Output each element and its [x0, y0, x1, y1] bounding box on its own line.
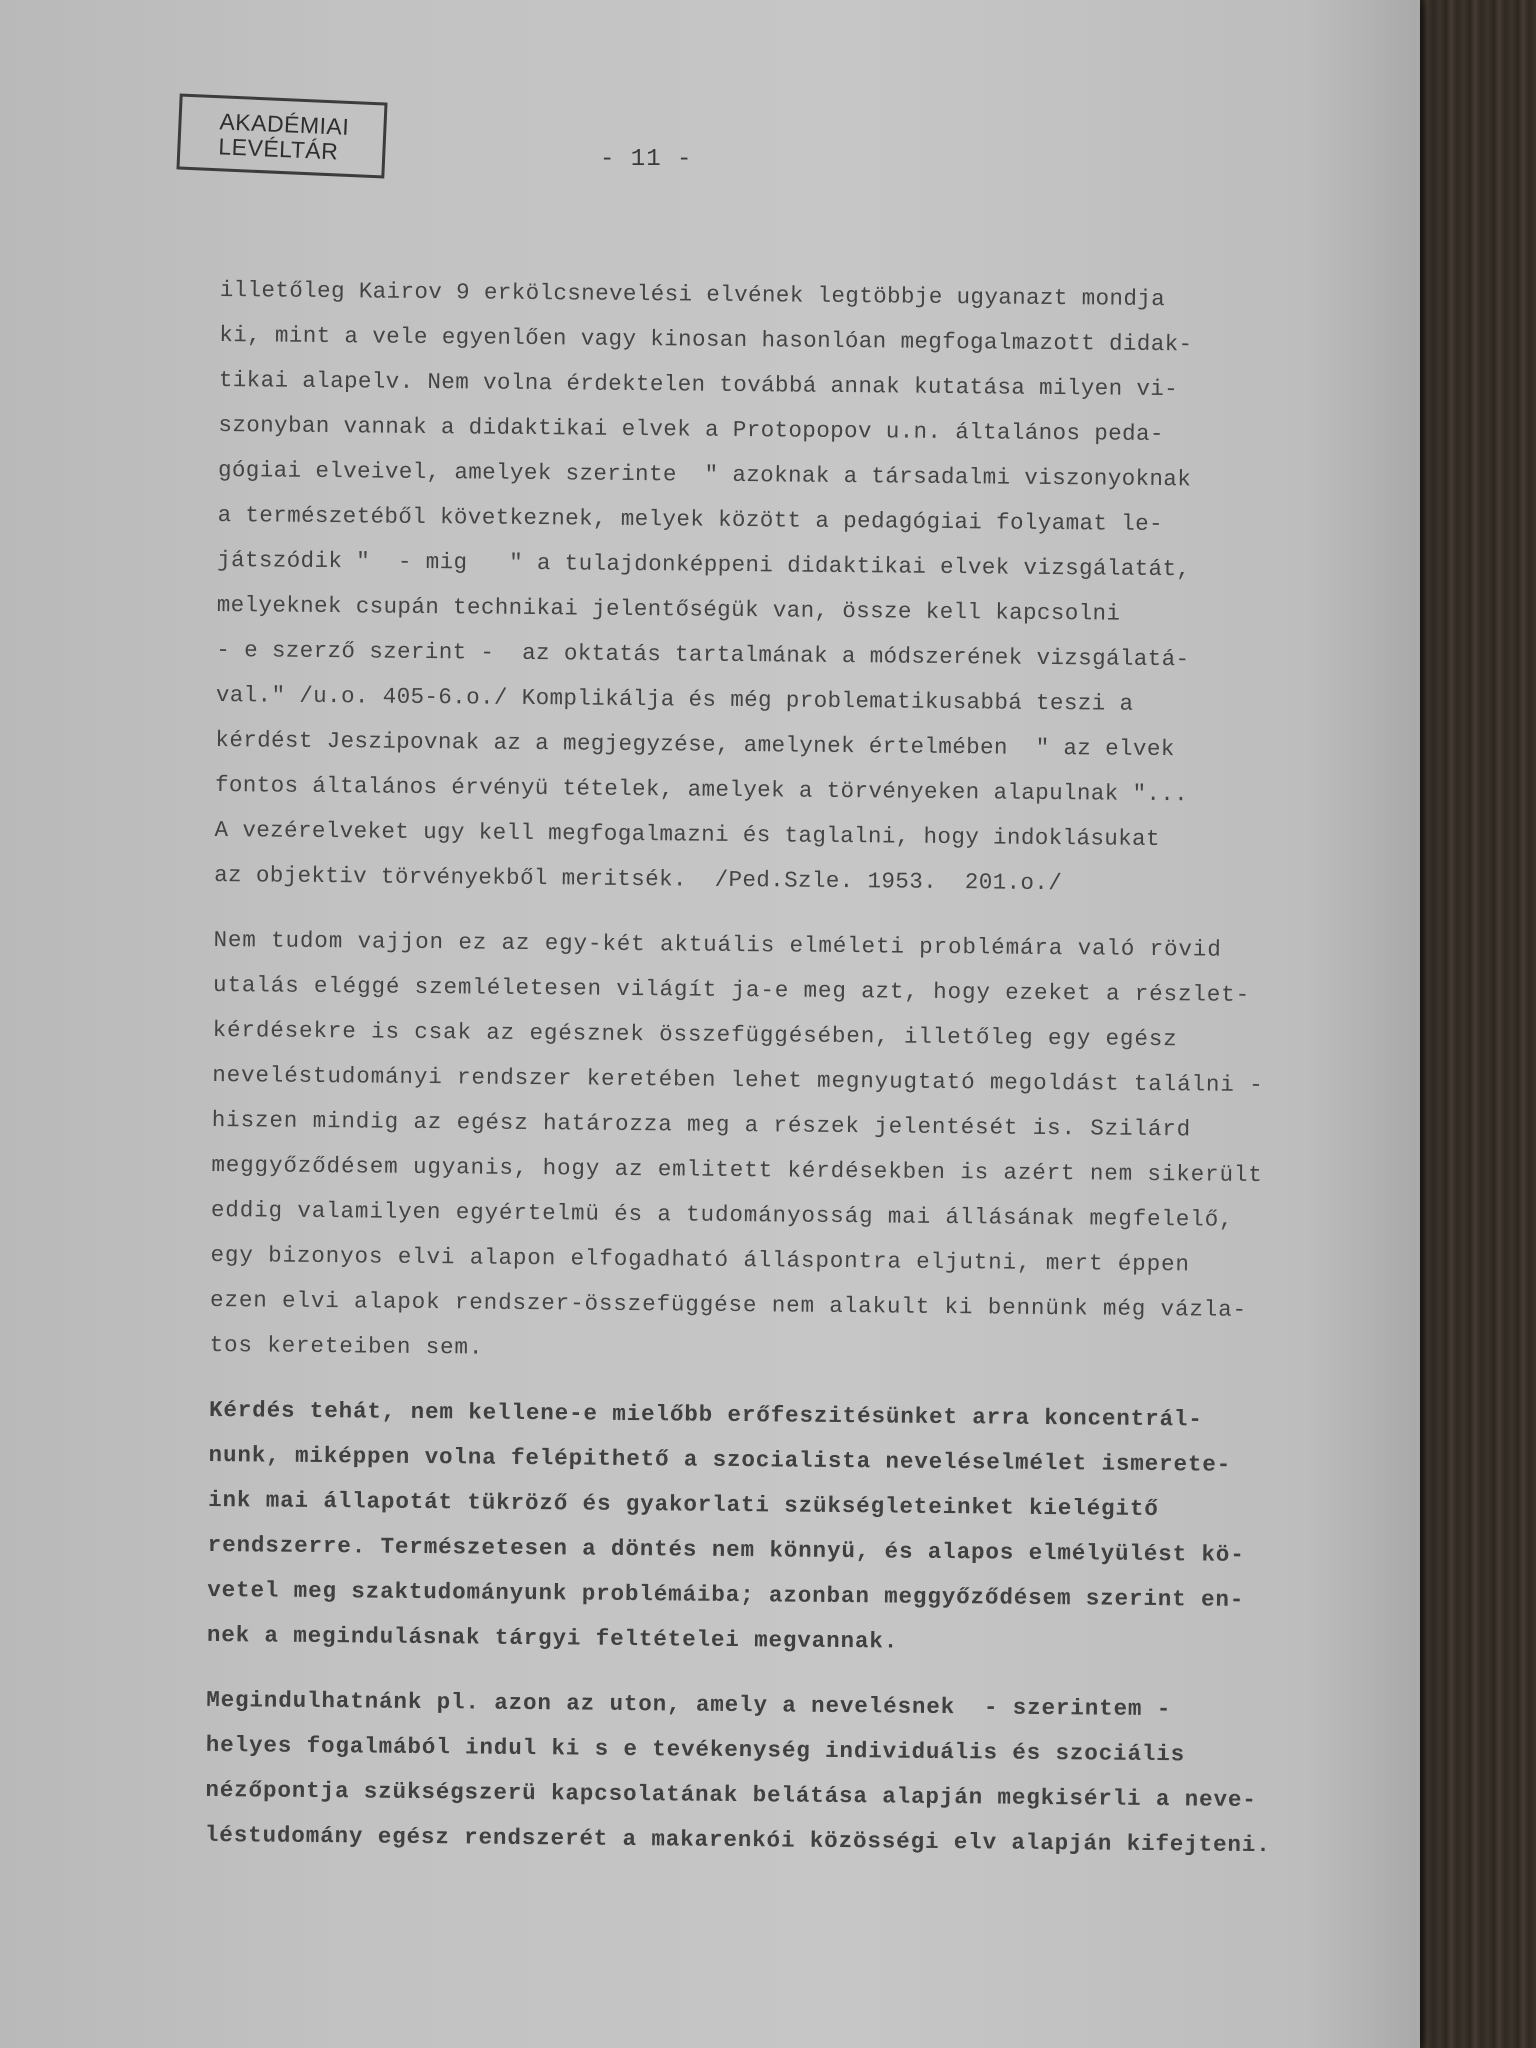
text-line: tos kereteiben sem. [209, 1331, 484, 1361]
text-line: Megindulhatnánk pl. azon az uton, amely a nevelésnek - szerintem - [206, 1686, 1172, 1723]
text-line: Kérdés tehát, nem kellene-e mielőbb erőfeszitésünket arra koncentrál- [208, 1396, 1203, 1433]
text-line: nunk, miképpen volna felépithető a szocialista neveléselmélet ismerete- [208, 1441, 1232, 1478]
text-line: melyeknek csupán technikai jelentőségük van, össze kell kapcsolni [216, 591, 1121, 627]
text-line: szonyban vannak a didaktikai elvek a Protopopov u.n. általános peda- [218, 411, 1164, 448]
text-line: a természetéből következnek, melyek között a pedagógiai folyamat le- [217, 501, 1164, 538]
paragraph-3 [207, 1388, 1390, 1669]
paragraph-4 [205, 1678, 1387, 1869]
text-line: eddig valamilyen egyértelmü és a tudományosság mai állásának megfelelő, [210, 1196, 1234, 1233]
text-line: ki, mint a vele egyenlően vagy kinosan hasonlóan megfogalmazott didak- [219, 321, 1193, 358]
text-line: tikai alapelv. Nem volna érdektelen továbbá annak kutatása milyen vi- [218, 366, 1179, 403]
text-line: illetőleg Kairov 9 erkölcsnevelési elvének legtöbbje ugyanazt mondja [219, 276, 1166, 313]
text-line: val." /u.o. 405-6.o./ Komplikálja és még problematikusabbá teszi a [215, 681, 1134, 717]
text-line: gógiai elveivel, amelyek szerinte " azoknak a társadalmi viszonyoknak [217, 456, 1192, 493]
text-line: vetel meg szaktudományunk problémáiba; azonban meggyőződésem szerint en- [207, 1576, 1245, 1613]
text-line: utalás eléggé szemléletesen világít ja-e meg azt, hogy ezeket a részlet- [212, 971, 1251, 1008]
paragraph-2 [209, 918, 1393, 1379]
document-body [205, 268, 1400, 1889]
text-line: léstudomány egész rendszerét a makarenkói közösségi elv alapján kifejteni. [204, 1821, 1271, 1859]
text-line: A vezérelveket ugy kell megfogalmazni és taglalni, hogy indoklásukat [214, 816, 1161, 853]
text-line: fontos általános érvényü tételek, amelyek a törvényeken alapulnak "... [214, 771, 1189, 808]
text-line: meggyőződésem ugyanis, hogy az emlitett kérdésekben is azért nem sikerült [211, 1151, 1263, 1189]
text-line: - e szerző szerint - az oktatás tartalmának a módszerének vizsgálatá- [216, 636, 1190, 673]
text-line: ink mai állapotát tükröző és gyakorlati szükségleteinket kielégitő [208, 1486, 1159, 1523]
text-line: játszódik " - mig " a tulajdonképpeni didaktikai elvek vizsgálatát, [217, 546, 1191, 583]
text-line: egy bizonyos elvi alapon elfogadható álláspontra eljutni, mert éppen [210, 1241, 1190, 1278]
page-number: - 11 - [600, 146, 693, 173]
text-line: kérdésekre is csak az egésznek összefüggésében, illetőleg egy egész [212, 1016, 1178, 1053]
paragraph-1 [214, 268, 1400, 909]
archive-stamp [176, 93, 387, 178]
text-line: hiszen mindig az egész határozza meg a részek jelentését is. Szilárd [211, 1106, 1192, 1143]
text-line: rendszerre. Természetesen a döntés nem könnyü, és alapos elmélyülést kö- [207, 1531, 1245, 1568]
text-line: ezen elvi alapok rendszer-összefüggése nem alakult ki bennünk még vázla- [209, 1286, 1248, 1323]
text-line: Nem tudom vajjon ez az egy-két aktuális elméleti problémára való rövid [213, 926, 1222, 963]
stamp-line-2: LEVÉLTÁR [217, 133, 339, 165]
text-line: az objektiv törvényekből meritsék. /Ped.Szle. 1953. 201.o./ [214, 861, 1063, 897]
text-line: nek a megindulásnak tárgyi feltételei megvannak. [206, 1621, 899, 1655]
stamp-line-1: AKADÉMIAI [219, 108, 350, 140]
text-line: kérdést Jeszipovnak az a megjegyzése, amelynek értelmében " az elvek [215, 726, 1175, 763]
text-line: helyes fogalmából indul ki s e tevékenység individuális és szociális [205, 1731, 1186, 1768]
text-line: nézőpontja szükségszerü kapcsolatának belátása alapján megkisérli a neve- [205, 1776, 1257, 1814]
text-line: neveléstudományi rendszer keretében lehet megnyugtató megoldást találni - [212, 1061, 1264, 1099]
